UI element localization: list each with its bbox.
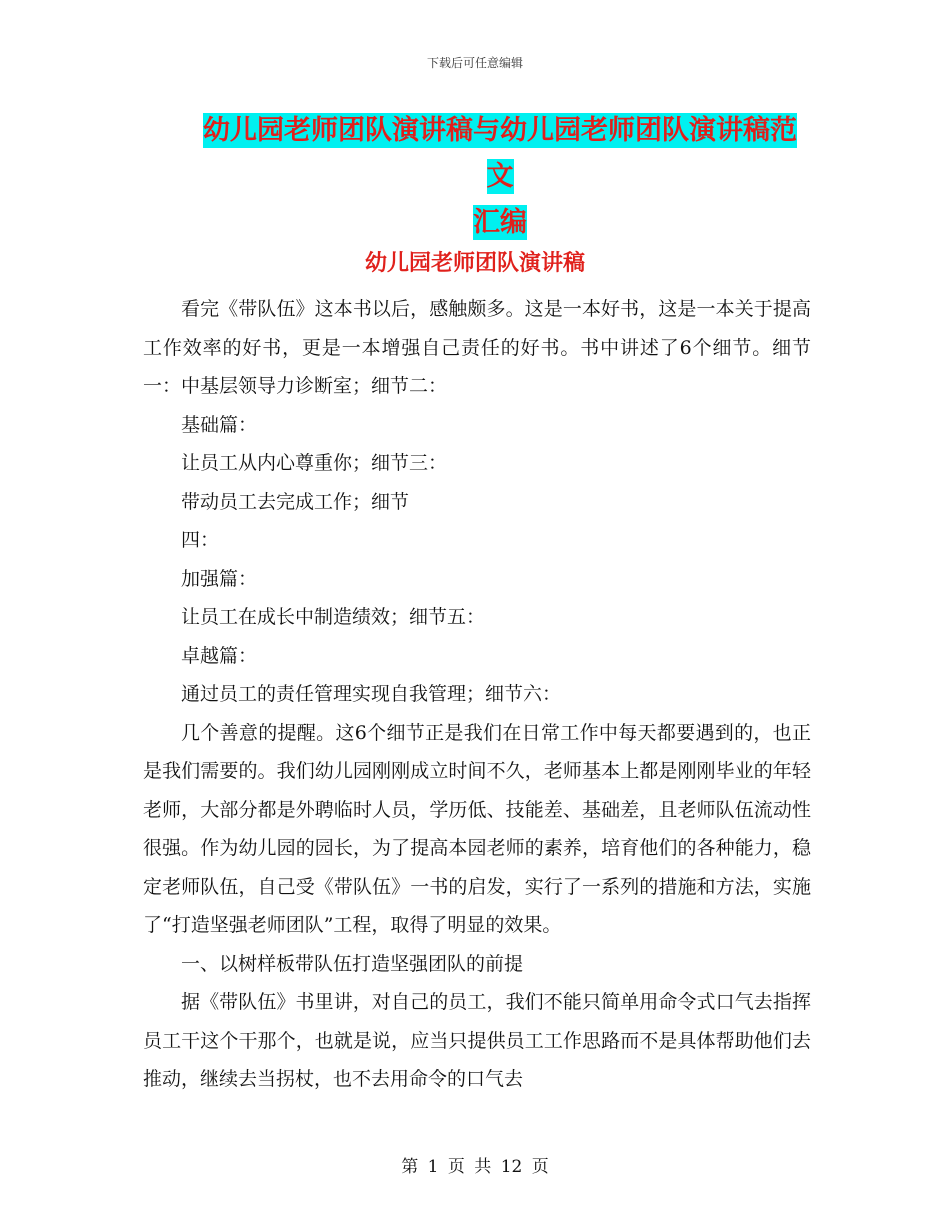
paragraph: 带动员工去完成工作；细节 (181, 490, 410, 513)
paragraph: 四： (181, 529, 220, 551)
paragraph: 一、以树样板带队伍打造坚强团队的前提 (181, 952, 524, 975)
paragraph: 基础篇： (181, 413, 258, 436)
paragraph: 卓越篇： (181, 644, 258, 667)
paragraph: 加强篇： (181, 567, 258, 590)
paragraph: 让员工从内心尊重你；细节三： (181, 452, 448, 474)
document-body (143, 290, 811, 1099)
header-note: 下载后可任意编辑 (426, 56, 523, 70)
page-total: 12 (500, 1157, 523, 1177)
paragraph: 通过员工的责任管理实现自我管理；细节六： (181, 683, 562, 705)
page-number: 1 (427, 1157, 439, 1177)
footer-suffix: 页 (531, 1157, 549, 1177)
paragraph: 让员工在成长中制造绩效；细节五： (181, 606, 486, 628)
title-line-2: 汇编 (473, 207, 527, 238)
paragraph: 据《带队伍》书里讲，对自己的员工，我们不能只简单用命令式口气去指挥员工干这个干那个，也就是说，应当只提供员工工作思路而不是具体帮助他们去推动，继续去当拐杖，也不去用命令的口气去 (143, 991, 811, 1090)
footer-mid: 页 共 (447, 1157, 492, 1177)
footer-prefix: 第 (401, 1157, 419, 1177)
page-footer (0, 1152, 950, 1177)
paragraph: 看完《带队伍》这本书以后，感触颇多。这是一本好书，这是一本关于提高工作效率的好书，更是一本增强自己责任的好书。书中讲述了6个细节。细节一：中基层领导力诊断室；细节二： (143, 298, 811, 397)
title-line-1: 幼儿园老师团队演讲稿与幼儿园老师团队演讲稿范文 (203, 115, 797, 192)
paragraph: 几个善意的提醒。这6个细节正是我们在日常工作中每天都要遇到的，也正是我们需要的。我们幼儿园刚刚成立时间不久，老师基本上都是刚刚毕业的年轻老师，大部分都是外聘临时人员，学历低、技能差、基础差，且老师队伍流动性很强。作为幼儿园的园长，为了提高本园老师的素养，培育他们的各种能力，稳定老师队伍，自己受《带队伍》一书的启发，实行了一系列的措施和方法，实施了“打造坚强老师团队”工程，取得了明显的效果。 (143, 721, 811, 936)
document-title (190, 108, 810, 246)
section-title: 幼儿园老师团队演讲稿 (364, 251, 585, 276)
